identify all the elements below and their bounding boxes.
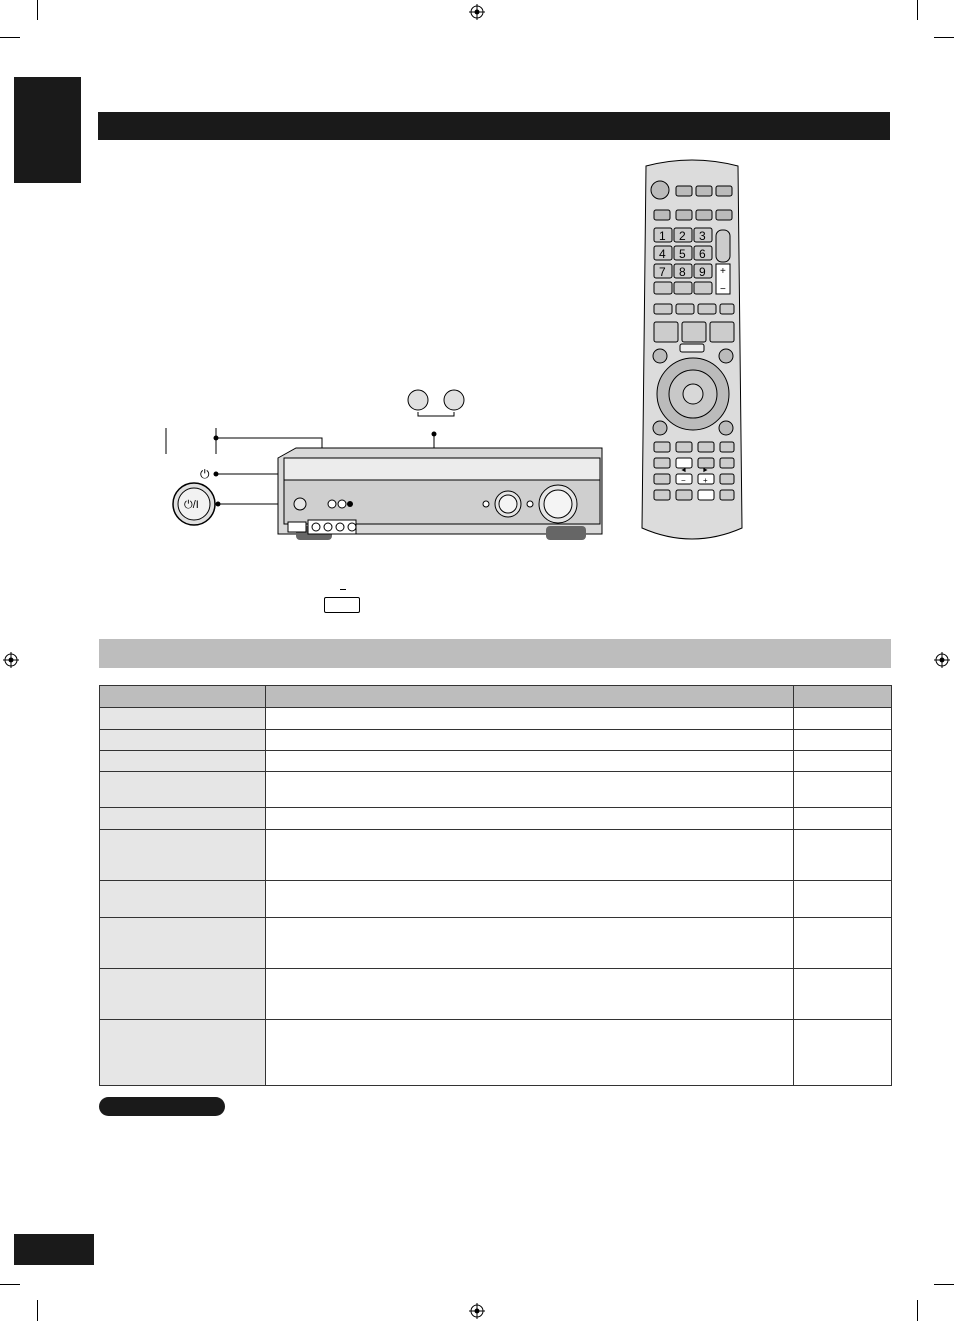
- remote-volume-minus: −: [720, 284, 726, 295]
- table-header-cell: [266, 686, 794, 708]
- remote-key-6: 6: [699, 247, 706, 261]
- table-row: [100, 918, 892, 969]
- remote-left-arrow: ◄: [680, 467, 687, 474]
- table-cell: [266, 751, 794, 772]
- table-cell: [266, 772, 794, 808]
- remote-minus-key: −: [681, 476, 686, 485]
- table-cell: [794, 918, 892, 969]
- table-header-cell: [794, 686, 892, 708]
- power-symbol-label: ⏻: [200, 467, 210, 481]
- table-cell: [100, 808, 266, 830]
- remote-key-1: 1: [659, 229, 666, 243]
- twin-button-left-icon: [408, 390, 428, 410]
- table-cell: [794, 751, 892, 772]
- table-cell: [100, 772, 266, 808]
- remote-key-8: 8: [679, 265, 686, 279]
- receiver-illustration: [150, 380, 610, 550]
- remote-key-5: 5: [679, 247, 686, 261]
- remote-volume-plus: +: [720, 266, 726, 277]
- table-cell: [794, 808, 892, 830]
- remote-right-arrow: ►: [702, 467, 709, 474]
- table-cell: [266, 1020, 794, 1086]
- registration-mark-icon: [934, 652, 950, 668]
- table-cell: [794, 881, 892, 918]
- table-cell: [266, 730, 794, 751]
- remote-power-icon: [651, 181, 669, 199]
- table-cell: [794, 708, 892, 730]
- table-cell: [100, 751, 266, 772]
- note-pill-label: [99, 1097, 225, 1116]
- registration-mark-icon: [469, 4, 485, 20]
- table-cell: [100, 730, 266, 751]
- table-cell: [794, 1020, 892, 1086]
- crop-mark: [37, 1300, 38, 1321]
- power-button-label: ⏻/I: [184, 499, 199, 511]
- crop-mark: [934, 37, 954, 38]
- remote-plus-key: +: [703, 476, 708, 485]
- table-cell: [266, 808, 794, 830]
- table-row: [100, 772, 892, 808]
- table-header-row: [100, 686, 892, 708]
- table-cell: [266, 969, 794, 1020]
- crop-mark: [0, 37, 20, 38]
- small-key-bar: [340, 589, 346, 590]
- table-cell: [100, 1020, 266, 1086]
- table-cell: [100, 830, 266, 881]
- table-row: [100, 751, 892, 772]
- registration-mark-icon: [3, 652, 19, 668]
- table-cell: [794, 830, 892, 881]
- table-cell: [794, 772, 892, 808]
- table-cell: [794, 969, 892, 1020]
- remote-number-keys: [654, 228, 712, 279]
- table-cell: [100, 708, 266, 730]
- table-cell: [100, 969, 266, 1020]
- crop-mark: [0, 1284, 20, 1285]
- language-side-tab: [14, 77, 81, 183]
- crop-mark: [917, 0, 918, 20]
- table-cell: [794, 730, 892, 751]
- table-header-cell: [100, 686, 266, 708]
- section-header-bar: [99, 639, 891, 668]
- table-row: [100, 969, 892, 1020]
- table-cell: [100, 881, 266, 918]
- table-cell: [266, 881, 794, 918]
- remote-key-3: 3: [699, 229, 706, 243]
- table-row: [100, 1020, 892, 1086]
- table-row: [100, 708, 892, 730]
- table-cell: [100, 918, 266, 969]
- remote-control-illustration: [640, 158, 744, 544]
- small-key-icon: [324, 597, 360, 613]
- table-row: [100, 881, 892, 918]
- remote-key-4: 4: [659, 247, 666, 261]
- remote-key-7: 7: [659, 265, 666, 279]
- crop-mark: [37, 0, 38, 20]
- table-cell: [266, 830, 794, 881]
- table-row: [100, 830, 892, 881]
- table-cell: [266, 918, 794, 969]
- page-number-tab: [14, 1234, 94, 1265]
- remote-key-2: 2: [679, 229, 686, 243]
- registration-mark-icon: [469, 1303, 485, 1319]
- table-row: [100, 730, 892, 751]
- table-row: [100, 808, 892, 830]
- twin-button-right-icon: [444, 390, 464, 410]
- table-cell: [266, 708, 794, 730]
- spec-table: [99, 685, 892, 1086]
- crop-mark: [934, 1284, 954, 1285]
- remote-key-9: 9: [699, 265, 706, 279]
- page-title-bar: [98, 112, 890, 140]
- crop-mark: [917, 1300, 918, 1321]
